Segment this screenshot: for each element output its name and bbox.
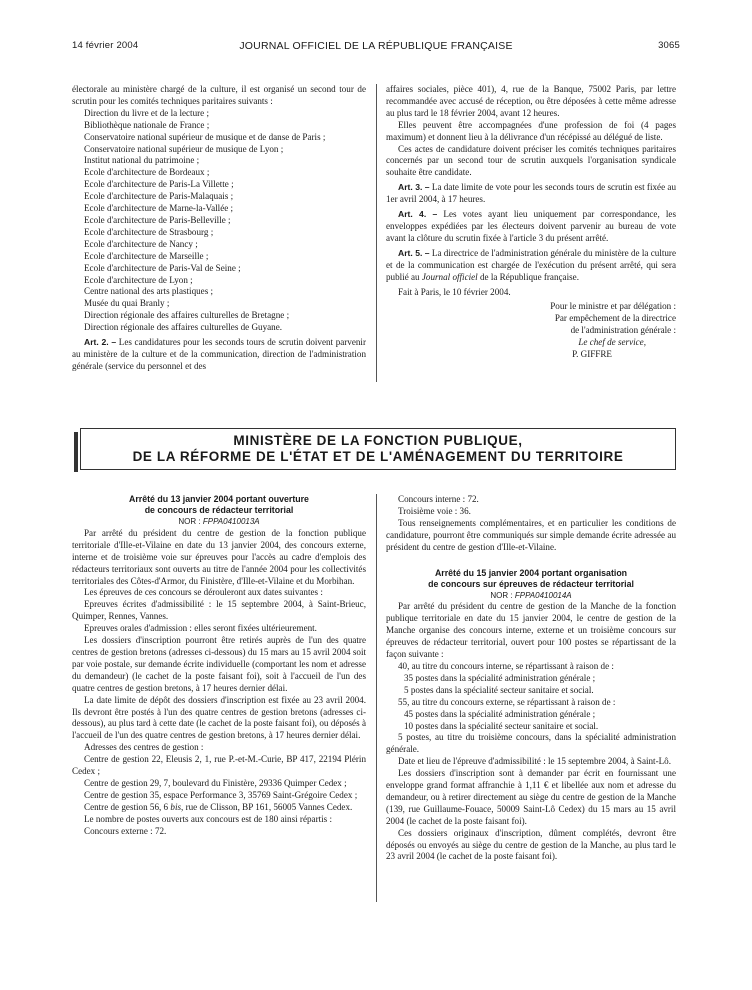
list-item: Ecole d'architecture de Strasbourg ; (84, 226, 214, 237)
page-header (72, 40, 680, 56)
paragraph: affaires sociales, pièce 401), 4, rue de la Banque, 75002 Paris, par lettre recommandée avec accusé de réception, ou être déposées à cette même adresse au plus tard le 18 février 2004, avant 12 heures. (386, 84, 676, 118)
article-label: Art. 4. – (398, 209, 438, 220)
paragraph: 55, au titre du concours externe, se répartissant à raison de : (398, 696, 616, 707)
list-item: Ecole d'architecture de Bordeaux ; (84, 167, 210, 178)
article-text: Les votes ayant lieu uniquement par correspondance, les enveloppes expédiées par les électeurs doivent parvenir au bureau de vote avant la clôture du scrutin fixée à l'article 3 du présent arrêté. (386, 209, 676, 243)
article-4 (386, 209, 676, 245)
paragraph: Tous renseignements complémentaires, et en particulier les conditions de candidature, pourront être communiqués sur simple demande écrite adressée au président du centre de gestion d'Ille-et-Vilaine. (386, 517, 676, 552)
journal-title: JOURNAL OFFICIEL DE LA RÉPUBLIQUE FRANÇAISE (239, 40, 513, 52)
article-label: Art. 2. – (84, 337, 117, 348)
nor-reference: NOR : FPPA0410014A (490, 590, 572, 600)
paragraph: Concours interne : 72. (398, 494, 479, 504)
paragraph: Les dossiers d'inscription sont à demander par écrit en fournissant une enveloppe grand format affranchie à 1,11 € et libellée aux nom et adresse du demandeur, ou à retirer directement au siège du centre de gestion de la Manche (139, rue Guillaume-Fouace, 50009 Saint-Lô Cedex) du 15 mars au 15 avril 2004 (le cachet de la poste faisant foi). (386, 768, 676, 826)
paragraph: Par arrêté du président du centre de gestion de la fonction publique territoriale d'Ille-et-Vilaine en date du 13 janvier 2004, des concours externe, interne et de troisième voie sur épreuves pour l'accès au cadre d'emplois des rédacteurs territoriaux sont ouverts au titre de l'année 2004 pour les collectivités territoriales des Côtes-d'Armor, du Finistère, d'Ille-et-Vilaine et du Morbihan. (72, 527, 366, 586)
list-item: Conservatoire national supérieur de musique et de danse de Paris ; (84, 131, 326, 142)
address: Centre de gestion 22, Eleusis 2, 1, rue P.-et-M.-Curie, BP 417, 22194 Plérin Cedex ; (72, 754, 366, 777)
paragraph: Ces actes de candidature doivent préciser les comités techniques paritaires concernés par un second tour de scrutin auxquels l'organisation syndicale souhaite être candidate. (386, 143, 676, 178)
paragraph: Adresses des centres de gestion : (84, 742, 204, 753)
paragraph: Par arrêté du président du centre de gestion de la Manche de la fonction publique territoriale en date du 15 janvier 2004, le centre de gestion de la Manche organise des concours interne, externe et un troisième concours sur épreuves de rédacteur territorial, ouvert pour 100 postes se répartissant de la façon suivante : (386, 601, 676, 660)
paragraph: Date et lieu de l'épreuve d'admissibilité : le 15 septembre 2004, à Saint-Lô. (398, 756, 671, 767)
article-5 (386, 248, 676, 284)
paragraph: Les dossiers d'inscription pourront être retirés auprès de l'un des quatre centres de gestion bretons (adresses ci-dessous) du 15 mars au 15 avril 2004 soit par voie postale, sur demande écrite individuelle (comportant les nom et adresse du demandeur) (le cachet de la poste faisant foi), soit à l'accueil de l'un des quatre centres de gestion bretons, à 17 heures dernier délai. (72, 635, 366, 693)
list-item: 45 postes dans la spécialité administration générale ; (404, 708, 596, 719)
intro-text: électorale au ministère chargé de la culture, il est organisé un second tour de scrutin pour les comités techniques paritaires suivants : (72, 84, 366, 106)
article-text: Les candidatures pour les seconds tours de scrutin doivent parvenir au ministère de la culture et de la communication, direction de l'administration générale (service du personnel et des (72, 337, 366, 371)
list-item: Ecole d'architecture de Lyon ; (84, 274, 193, 285)
list-item: Ecole d'architecture de Nancy ; (84, 238, 198, 249)
band-shadow (74, 432, 78, 472)
signature-role: Le chef de service, (578, 337, 646, 348)
signature-line: de l'administration générale : (570, 325, 676, 336)
paragraph: Epreuves orales d'admission : elles seront fixées ultérieurement. (84, 623, 317, 634)
list-item: Musée du quai Branly ; (84, 298, 170, 309)
paragraph: Concours externe : 72. (84, 825, 167, 836)
fait-a-paris: Fait à Paris, le 10 février 2004. (398, 286, 511, 297)
paragraph: Elles peuvent être accompagnées d'une profession de foi (4 pages maximum) et donnent lieu à la délivrance d'un récépissé au délégué de liste. (386, 119, 676, 142)
arrete-title: de concours de rédacteur territorial (144, 505, 294, 515)
list-item: Bibliothèque nationale de France ; (84, 119, 210, 130)
list-item: Centre national des arts plastiques ; (84, 286, 214, 297)
list-item: 5 postes dans la spécialité secteur sanitaire et social. (404, 684, 594, 695)
list-item: 10 postes dans la spécialité secteur sanitaire et social. (404, 720, 599, 731)
article-2 (72, 337, 366, 373)
paragraph: La date limite de dépôt des dossiers d'inscription est fixée au 23 avril 2004. Ils devront être postés à l'un des quatre centres de gestion bretons (adresses ci-dessous), au plus tard à cette date (le cachet de la poste faisant foi), ou déposés à l'accueil de l'un des quatre centres de gestion bretons, à 17 heures dernier délai. (72, 694, 366, 741)
article-label: Art. 5. – (398, 247, 430, 258)
list-item: Conservatoire national supérieur de musique de Lyon ; (84, 143, 284, 154)
arrete-title: Arrêté du 15 janvier 2004 portant organisation (434, 567, 628, 578)
list-item: Direction régionale des affaires culturelles de Bretagne ; (84, 310, 290, 321)
page-number: 3065 (658, 40, 680, 51)
journal-reference: Journal officiel (421, 271, 478, 282)
ministry-heading-line1: MINISTÈRE DE LA FONCTION PUBLIQUE, (233, 433, 523, 448)
list-item: Ecole d'architecture de Paris-Belleville ; (84, 214, 231, 225)
article-3 (386, 182, 676, 206)
column-divider (376, 84, 377, 382)
list-item: 35 postes dans la spécialité administration générale ; (404, 672, 596, 683)
ministry-heading (80, 428, 676, 470)
column-divider (376, 494, 377, 902)
paragraph: Les épreuves de ces concours se dérouleront aux dates suivantes : (84, 587, 323, 598)
ministry-heading-line2: DE LA RÉFORME DE L'ÉTAT ET DE L'AMÉNAGEMENT DU TERRITOIRE (132, 449, 624, 464)
list-item: Ecole d'architecture de Paris-La Villette ; (84, 179, 234, 190)
address: Centre de gestion 29, 7, boulevard du Finistère, 29336 Quimper Cedex ; (84, 777, 347, 788)
nor-reference: NOR : FPPA0410013A (178, 517, 260, 526)
paragraph: Epreuves écrites d'admissibilité : le 15 septembre 2004, à Saint-Brieuc, Quimper, Rennes, Vannes. (72, 599, 366, 622)
paragraph: Ces dossiers originaux d'inscription, dûment complétés, devront être déposés ou envoyés au siège du centre de gestion de la Manche, au plus tard le 23 avril 2004 (le cachet de la poste faisant foi). (386, 827, 676, 862)
top-left-column (72, 84, 366, 373)
paragraph: Troisième voie : 36. (398, 505, 471, 516)
list-item: Direction régionale des affaires culturelles de Guyane. (84, 322, 283, 333)
list-item: Ecole d'architecture de Marseille ; (84, 250, 209, 261)
address: Centre de gestion 56, 6 bis, rue de Clisson, BP 161, 56005 Vannes Cedex. (84, 801, 353, 812)
bottom-left-column (72, 494, 366, 837)
header-date: 14 février 2004 (72, 40, 139, 51)
list-item: Direction du livre et de la lecture ; (84, 107, 209, 118)
paragraph: 5 postes, au titre du troisième concours, dans la spécialité administration générale. (386, 732, 676, 755)
list-item: Institut national du patrimoine ; (84, 155, 200, 166)
top-right-column (386, 84, 676, 361)
article-label: Art. 3. – (398, 182, 430, 193)
address: Centre de gestion 35, espace Performance 3, 35769 Saint-Grégoire Cedex ; (84, 789, 358, 800)
paragraph: Le nombre de postes ouverts aux concours est de 180 ainsi répartis : (84, 813, 332, 824)
article-text: de la République française. (479, 271, 579, 282)
list-item: Ecole d'architecture de Marne-la-Vallée ; (84, 203, 234, 214)
signature-name: P. GIFFRE (572, 349, 612, 360)
list-item: Ecole d'architecture de Paris-Malaquais ; (84, 191, 234, 202)
bottom-right-column (386, 494, 676, 863)
article-text: La directrice de l'administration générale du ministère de la culture et de la communication est chargée de l'exécution du présent arrêté, qui sera publié au (386, 247, 676, 282)
paragraph: 40, au titre du concours interne, se répartissant à raison de : (398, 660, 614, 671)
signature-line: Par empêchement de la directrice (554, 313, 676, 324)
arrete-title: de concours sur épreuves de rédacteur territorial (428, 578, 634, 589)
list-item: Ecole d'architecture de Paris-Val de Seine ; (84, 262, 241, 273)
article-text: La date limite de vote pour les seconds tours de scrutin est fixée au 1er avril 2004, à 17 heures. (386, 182, 676, 205)
signature-line: Pour le ministre et par délégation : (550, 301, 676, 312)
arrete-title: Arrêté du 13 janvier 2004 portant ouverture (129, 494, 309, 504)
